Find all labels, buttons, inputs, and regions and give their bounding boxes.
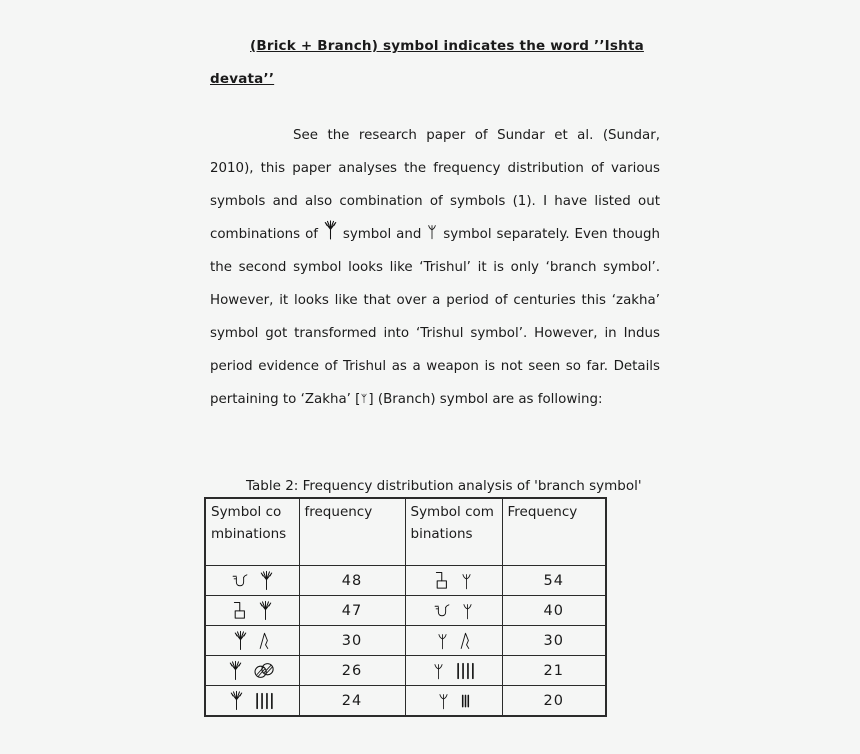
branch-symbol-icon <box>426 222 438 241</box>
table-row <box>205 596 606 626</box>
symbol-combination-cell <box>405 626 502 656</box>
frequency-cell: 30 <box>502 626 606 656</box>
table-row <box>205 686 606 717</box>
brick-symbol-icon <box>434 570 450 591</box>
symbol-combination-cell <box>405 686 502 717</box>
multibranch-symbol-icon <box>228 660 243 681</box>
title-line-1: (Brick + Branch) symbol indicates the word ’’Ishta <box>250 38 644 54</box>
multibranch-symbol-icon <box>323 220 338 240</box>
lambda-symbol-icon <box>459 631 472 650</box>
symbol-combination-cell <box>205 686 299 717</box>
tally4-symbol-icon <box>455 662 476 680</box>
multibranch-symbol-icon <box>233 630 248 651</box>
branch-symbol-icon <box>432 661 445 681</box>
symbol-combination-cell <box>405 566 502 596</box>
frequency-cell: 54 <box>502 566 606 596</box>
branch-symbol-icon <box>461 601 474 621</box>
header-symbol-combinations-left: Symbol combinations <box>205 498 299 566</box>
frequency-cell: 26 <box>299 656 405 686</box>
tally3-symbol-icon <box>460 694 471 708</box>
frequency-cell: 48 <box>299 566 405 596</box>
frequency-cell: 40 <box>502 596 606 626</box>
table-header-row <box>205 498 606 566</box>
frequency-cell: 20 <box>502 686 606 717</box>
branch-symbol-icon <box>460 571 473 591</box>
multibranch-symbol-icon <box>229 690 244 711</box>
body-paragraph <box>210 119 660 416</box>
multibranch-symbol-icon <box>259 570 274 591</box>
table-row <box>205 566 606 596</box>
symbol-combination-cell <box>405 656 502 686</box>
doublecircles-symbol-icon <box>253 661 276 680</box>
body-text-3: symbol separately. Even though the second symbol looks like ‘Trishul’ it is only ‘branch symbol’. However, it looks like that over a period of centuries this ‘zakha’ symbol got transformed into ‘Trishul symbol’. However, in Indus period evidence of Trishul as a weapon is not seen so far. Details pertaining to ‘Zakha’ [ <box>210 227 660 407</box>
table-caption: Table 2: Frequency distribution analysis of 'branch symbol' <box>246 478 642 494</box>
branch-symbol-icon <box>436 631 449 651</box>
header-frequency-right: Frequency <box>502 498 606 566</box>
frequency-cell: 47 <box>299 596 405 626</box>
symbol-combination-cell <box>205 656 299 686</box>
lambda-symbol-icon <box>258 631 271 650</box>
page-title <box>210 30 662 96</box>
title-line-2: devata’’ <box>210 71 275 87</box>
frequency-table <box>204 497 607 717</box>
symbol-combination-cell <box>205 626 299 656</box>
brick-symbol-icon <box>232 600 248 621</box>
frequency-cell: 24 <box>299 686 405 717</box>
jar-symbol-icon <box>433 603 451 619</box>
header-symbol-combinations-right: Symbol combinations <box>405 498 502 566</box>
table-row <box>205 626 606 656</box>
body-text-4: ] (Branch) symbol are as following: <box>368 392 603 407</box>
frequency-cell: 21 <box>502 656 606 686</box>
branch-symbol-icon <box>437 691 450 711</box>
frequency-cell: 30 <box>299 626 405 656</box>
tally4-symbol-icon <box>254 692 275 710</box>
jar-symbol-icon <box>231 573 249 589</box>
body-text-2: symbol and <box>337 227 427 242</box>
multibranch-symbol-icon <box>258 600 273 621</box>
header-frequency-left: frequency <box>299 498 405 566</box>
symbol-combination-cell <box>205 566 299 596</box>
table-row <box>205 656 606 686</box>
body-text-1: See the research paper of Sundar et al. (Sundar, 2010), this paper analyses the frequency distribution of various symbols and also combination of symbols (1). I have listed out combinations of <box>210 128 660 242</box>
symbol-combination-cell <box>405 596 502 626</box>
symbol-combination-cell <box>205 596 299 626</box>
